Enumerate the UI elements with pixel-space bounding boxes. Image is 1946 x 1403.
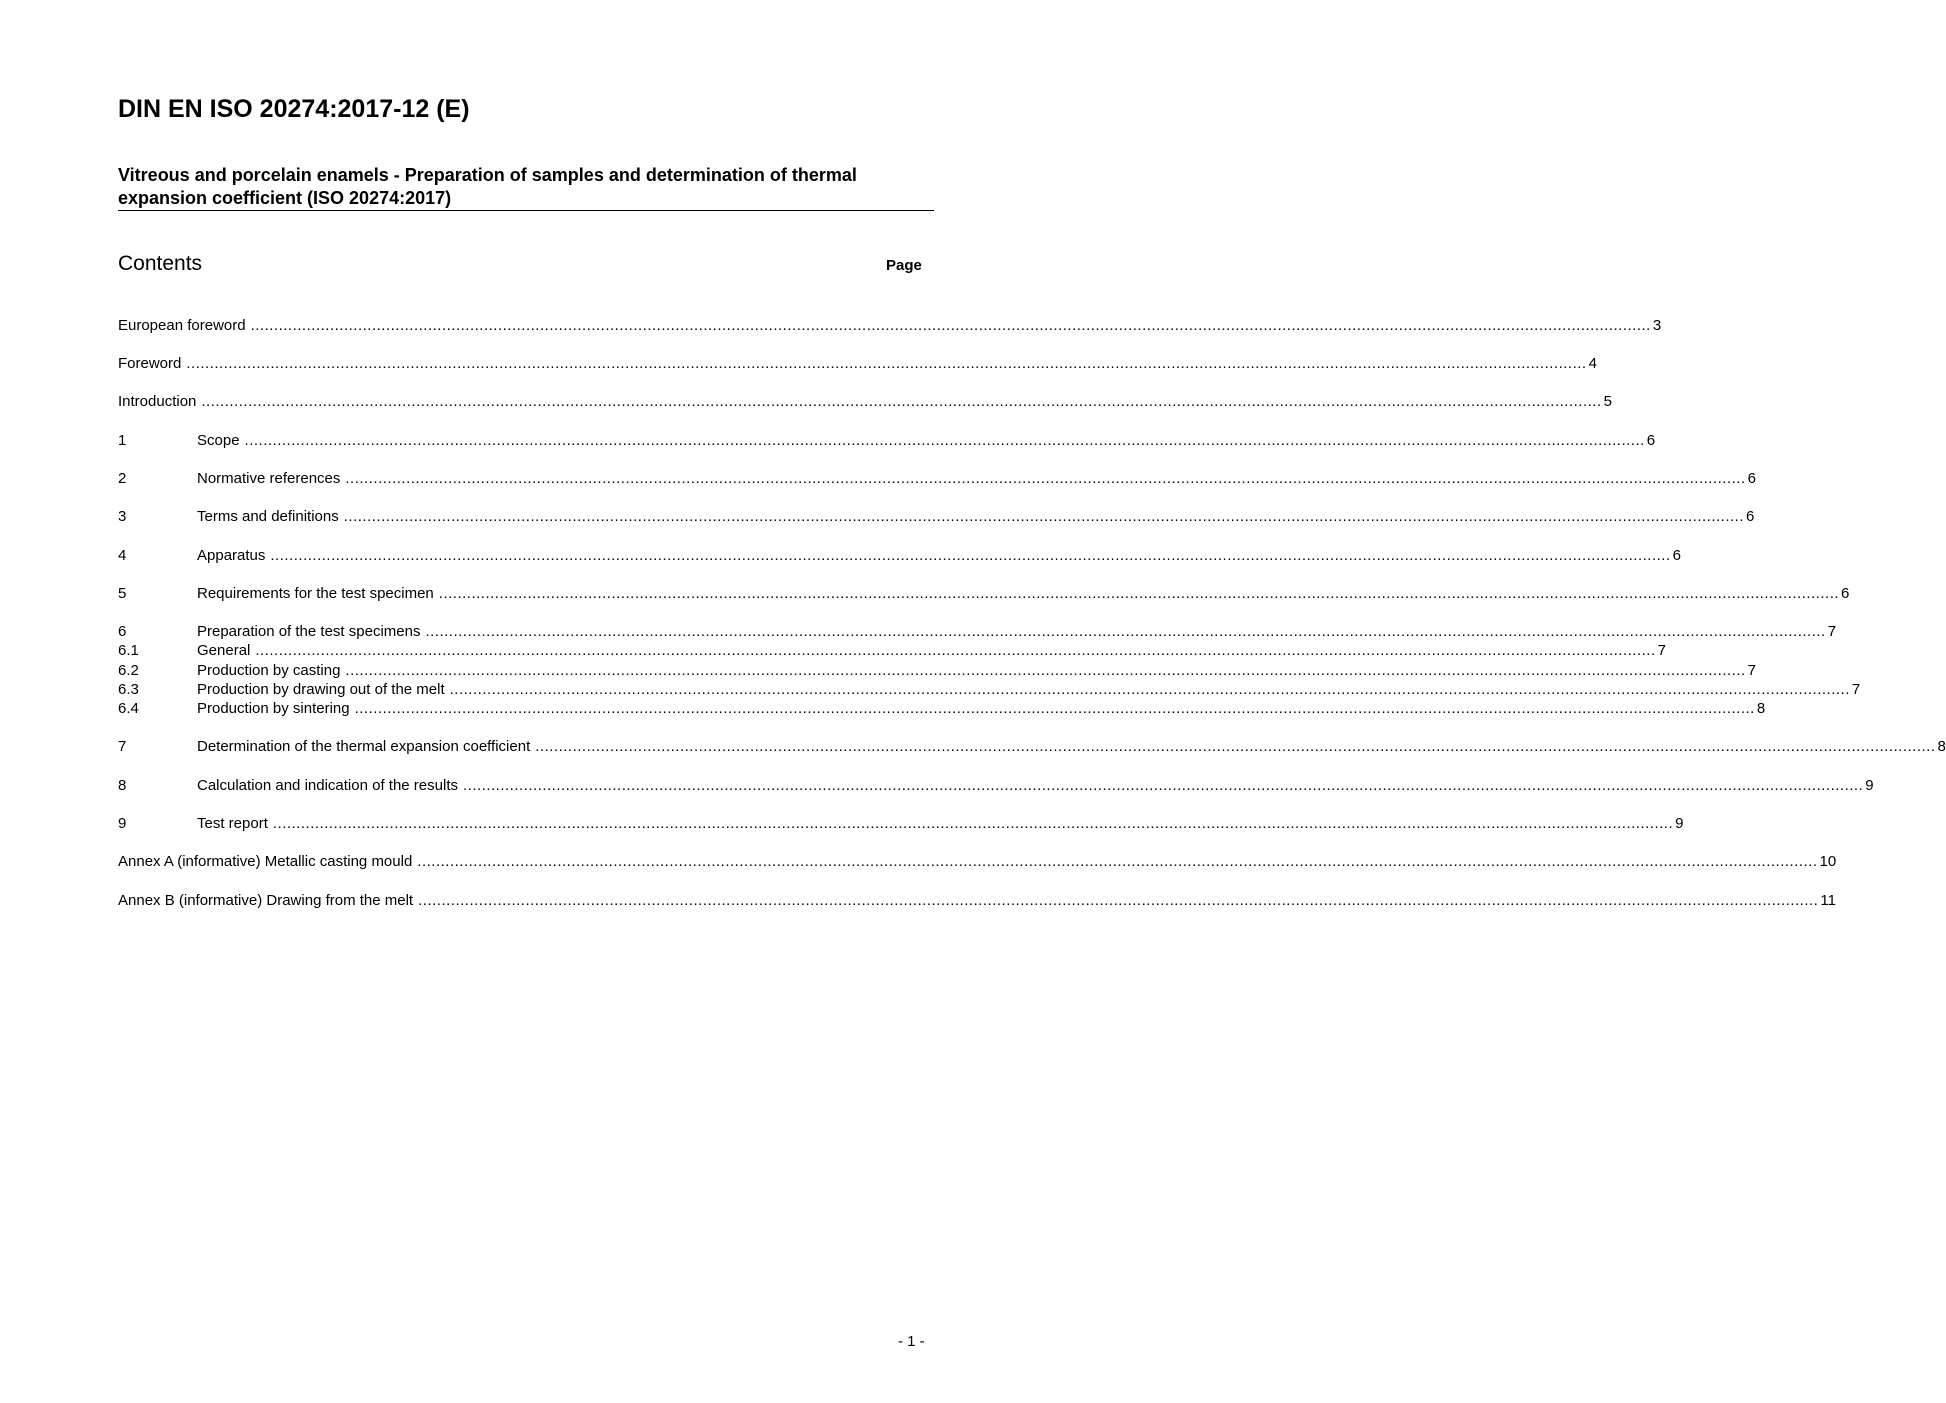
- toc-entry-page: 5: [1603, 393, 1612, 410]
- contents-heading: Contents: [118, 252, 203, 275]
- toc-entry-label: Introduction: [118, 393, 197, 410]
- dot-leader: ............................................................................................................................................................................................................................................................................................................: [535, 738, 1936, 755]
- toc-entry-number: 3: [118, 508, 127, 525]
- toc-entry-label: Calculation and indication of the results: [197, 777, 458, 794]
- toc-entry[interactable]: [118, 661, 1757, 680]
- toc-entry-page: 7: [1827, 623, 1837, 640]
- toc-entry[interactable]: [118, 776, 1874, 795]
- dot-leader: ............................................................................................................................................................................................................................................................................................................: [255, 642, 1656, 659]
- toc-entry-page: 6: [1841, 585, 1850, 602]
- footer-page-number: - 1 -: [898, 1333, 925, 1350]
- toc-entry-page: 6: [1747, 470, 1756, 487]
- toc-entry-page: 6: [1672, 547, 1681, 564]
- dot-leader: ............................................................................................................................................................................................................................................................................................................: [270, 547, 1671, 564]
- dot-leader: ............................................................................................................................................................................................................................................................................................................: [244, 432, 1645, 449]
- toc-entry-label: General: [197, 642, 251, 659]
- dot-leader: ............................................................................................................................................................................................................................................................................................................: [201, 393, 1602, 410]
- toc-entry-label: Production by casting: [197, 662, 341, 679]
- toc-entry-label: Apparatus: [197, 547, 266, 564]
- toc-entry-page: 9: [1865, 777, 1874, 794]
- dot-leader: ............................................................................................................................................................................................................................................................................................................: [272, 815, 1674, 832]
- document-id: DIN EN ISO 20274:2017-12 (E): [118, 95, 470, 123]
- toc-entry-page: 4: [1588, 355, 1597, 372]
- toc-entry-page: 6: [1646, 432, 1656, 449]
- toc-entry-number: 6.2: [118, 662, 139, 679]
- toc-entry-label: Terms and definitions: [197, 508, 339, 525]
- toc-entry-number: 8: [118, 777, 127, 794]
- toc-entry-number: 6: [118, 623, 127, 640]
- toc-entry[interactable]: [118, 680, 1861, 699]
- toc-entry[interactable]: [118, 699, 1766, 718]
- toc-entry-page: 7: [1851, 681, 1861, 698]
- toc-entry-number: 5: [118, 585, 127, 602]
- toc-entry[interactable]: [118, 354, 1597, 373]
- toc-entry-label: Requirements for the test specimen: [197, 585, 434, 602]
- toc-entry-label: Normative references: [197, 470, 341, 487]
- toc-entry-label: Scope: [197, 432, 240, 449]
- toc-entry-number: 7: [118, 738, 127, 755]
- toc-entry-page: 7: [1747, 662, 1757, 679]
- dot-leader: ............................................................................................................................................................................................................................................................................................................: [418, 892, 1819, 909]
- toc-entry-label: Test report: [197, 815, 268, 832]
- toc-entry-page: 7: [1657, 642, 1666, 659]
- dot-leader: ............................................................................................................................................................................................................................................................................................................: [425, 623, 1826, 640]
- toc-entry[interactable]: [118, 641, 1666, 660]
- toc-entry[interactable]: [118, 584, 1850, 603]
- dot-leader: ............................................................................................................................................................................................................................................................................................................: [343, 508, 1744, 525]
- toc-entry-label: Annex A (informative) Metallic casting mould: [118, 853, 413, 870]
- dot-leader: ............................................................................................................................................................................................................................................................................................................: [463, 777, 1864, 794]
- toc-entry[interactable]: [118, 852, 1837, 871]
- toc-entry[interactable]: [118, 546, 1681, 565]
- dot-leader: ............................................................................................................................................................................................................................................................................................................: [345, 470, 1746, 487]
- dot-leader: ............................................................................................................................................................................................................................................................................................................: [186, 355, 1587, 372]
- toc-entry-page: 8: [1756, 700, 1766, 717]
- toc-entry-page: 8: [1937, 738, 1946, 755]
- toc-entry-number: 9: [118, 815, 127, 832]
- toc-entry-page: 6: [1746, 508, 1755, 525]
- toc-entry-number: 2: [118, 470, 127, 487]
- toc-entry[interactable]: [118, 891, 1836, 910]
- toc-entry-label: Preparation of the test specimens: [197, 623, 421, 640]
- toc-entry[interactable]: [118, 507, 1755, 526]
- toc-entry[interactable]: [118, 469, 1756, 488]
- dot-leader: ............................................................................................................................................................................................................................................................................................................: [438, 585, 1840, 602]
- toc-entry-label: Determination of the thermal expansion coefficient: [197, 738, 531, 755]
- toc-entry-page: 10: [1819, 853, 1837, 870]
- toc-entry[interactable]: [118, 431, 1656, 450]
- toc-entry-label: Annex B (informative) Drawing from the melt: [118, 892, 414, 909]
- toc-entry-number: 6.3: [118, 681, 139, 698]
- dot-leader: ............................................................................................................................................................................................................................................................................................................: [449, 681, 1850, 698]
- toc-entry-label: Production by drawing out of the melt: [197, 681, 445, 698]
- toc-entry-label: Production by sintering: [197, 700, 350, 717]
- toc-entry[interactable]: [118, 737, 1946, 756]
- toc-entry-number: 6.4: [118, 700, 139, 717]
- page-column-heading: Page: [886, 257, 922, 274]
- dot-leader: ............................................................................................................................................................................................................................................................................................................: [345, 662, 1746, 679]
- toc-entry-number: 6.1: [118, 642, 139, 659]
- toc-entry-label: European foreword: [118, 317, 246, 334]
- title-rule: [118, 210, 934, 211]
- toc-entry-page: 3: [1652, 317, 1662, 334]
- toc-entry-label: Foreword: [118, 355, 182, 372]
- dot-leader: ............................................................................................................................................................................................................................................................................................................: [417, 853, 1818, 870]
- toc-entry[interactable]: [118, 316, 1662, 335]
- toc-entry-number: 4: [118, 547, 127, 564]
- toc-entry-page: 11: [1820, 892, 1836, 909]
- document-title: Vitreous and porcelain enamels - Preparation of samples and determination of thermal expansion coefficient (ISO 20274:2017): [118, 165, 857, 208]
- toc-entry[interactable]: [118, 392, 1612, 411]
- toc-entry[interactable]: [118, 814, 1684, 833]
- dot-leader: ............................................................................................................................................................................................................................................................................................................: [250, 317, 1651, 334]
- toc-entry-page: 9: [1675, 815, 1684, 832]
- toc-entry[interactable]: [118, 622, 1837, 641]
- dot-leader: ............................................................................................................................................................................................................................................................................................................: [354, 700, 1755, 717]
- toc-entry-number: 1: [118, 432, 127, 449]
